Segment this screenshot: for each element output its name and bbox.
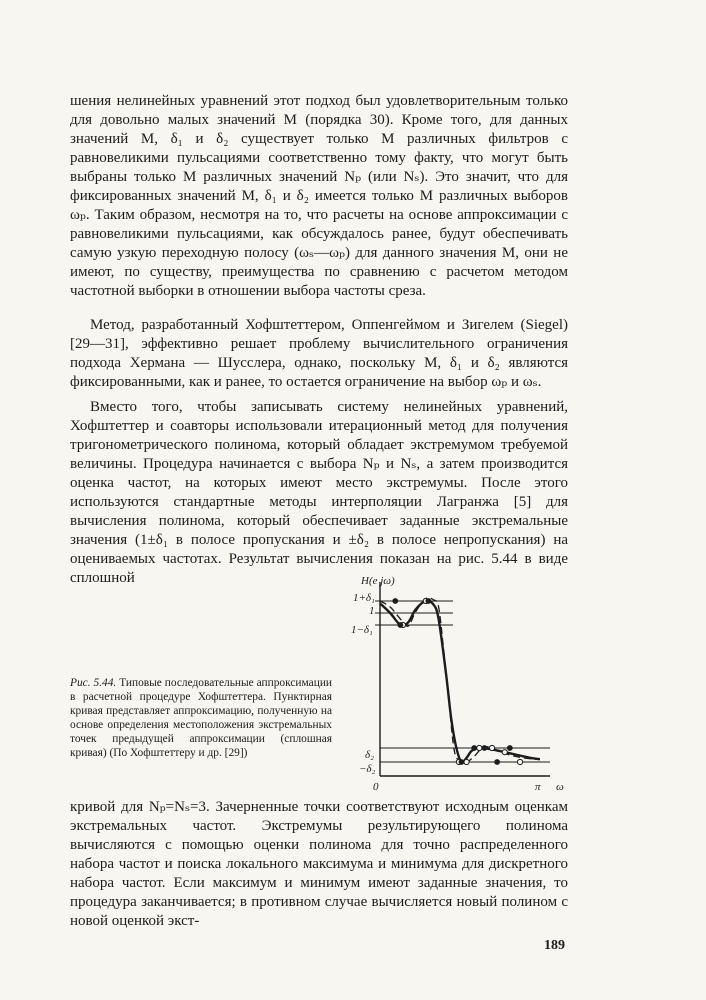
plot-layer: [375, 598, 550, 765]
tick-one-plus-d1: 1+δ₁: [353, 592, 375, 604]
filled-point-9: [398, 623, 403, 628]
paragraph-2: Метод, разработанный Хофштеттером, Оппенгеймом и Зигелем (Siegel) [29—31], эффективно решает проблему вычислительного ограничения подхода Хермана — Шусслера, однако, поскольку M, δ₁ и δ₂ являются фиксированными, как и ранее, то остается ограничение на выбор ωₚ и ωₛ.: [70, 317, 568, 390]
filled-point-15: [507, 746, 512, 751]
paragraph-4: кривой для Nₚ=Nₛ=3. Зачерненные точки соответствуют исходным оценкам экстремальных частот. Экстремумы результирующего полинома вычисляются с помощью оценки полинома для точно распределенного набора частот и поиска локального максимума и минимума для дискретного набора частот. Если максимум и минимум имеют заданные значения, то процедура заканчивается; в противном случае вычисляется новый полином с новой оценкой экст-: [70, 799, 568, 929]
filled-point-12: [472, 746, 477, 751]
figure-5-44: [335, 572, 575, 804]
filled-point-13: [482, 746, 487, 751]
open-point-6: [502, 750, 507, 755]
filter-response-plot: [335, 572, 575, 804]
figure-caption-text: Типовые последовательные аппроксимации в расчетной процедуре Хофштеттера. Пунктирная кривая представляет аппроксимацию, полученную на основе определения местоположения экстремальных точек предыдущей аппроксимации (сплошная кривая) (По Хофштеттеру и др. [29]): [70, 677, 333, 759]
tick-pi: π: [535, 781, 541, 793]
filled-point-11: [459, 760, 464, 765]
x-axis-label: ω: [556, 781, 564, 793]
tick-zero: 0: [373, 781, 379, 793]
figure-caption-label: Рис. 5.44.: [70, 677, 117, 689]
y-axis-label: H(e jω): [361, 575, 395, 587]
tick-minus-d2: −δ₂: [359, 763, 376, 775]
filled-point-10: [426, 599, 431, 604]
filled-point-8: [393, 599, 398, 604]
filled-point-14: [495, 760, 500, 765]
tick-one: 1: [369, 605, 375, 617]
open-point-3: [464, 759, 469, 764]
tick-d2: δ₂: [365, 749, 374, 761]
paragraph-1: шения нелинейных уравнений этот подход был удовлетворительным только для довольно малых значений M (порядка 30). Кроме того, для данных значений M, δ₁ и δ₂ существует только M различных фильтров с равновеликими пульсациями соответственно тому факту, что могут быть выбраны только M различных значений Nₚ (или Nₛ). Это значит, что для фиксированных значений M, δ₁ и δ₂ имеется только M различных выборов ωₚ. Таким образом, несмотря на то, что расчеты на основе аппроксимации с равновеликими пульсациями, как обсуждалось ранее, будут обеспечивать самую узкую переходную полосу (ωₛ—ωₚ) для данного значения M, они не имеют, по существу, преимущества по сравнению с расчетом методом частотной выборки в отношении выбора частоты среза.: [70, 93, 568, 299]
open-point-7: [517, 759, 522, 764]
paragraph-3: Вместо того, чтобы записывать систему нелинейных уравнений, Хофштеттер и соавторы использовали итерационный метод для получения тригонометрического полинома, который обладает экстремумом требуемой величины. Процедура начинается с выбора Nₚ и Nₛ, а затем производится оценка частот, на которых имеют место экстремумы. После этого используются стандартные методы интерполяции Лагранжа [5] для вычисления полинома, который обеспечивает заданные экстремальные значения (1±δ₁ в полосе пропускания и ±δ₂ в полосе непропускания) на оцениваемых частотах. Результат вычисления показан на рис. 5.44 в виде сплошной: [70, 399, 568, 586]
open-point-5: [489, 745, 494, 750]
open-point-4: [477, 745, 482, 750]
tick-one-minus-d1: 1−δ₁: [351, 624, 373, 636]
figure-caption: [70, 676, 332, 760]
page-number: 189: [544, 938, 565, 953]
